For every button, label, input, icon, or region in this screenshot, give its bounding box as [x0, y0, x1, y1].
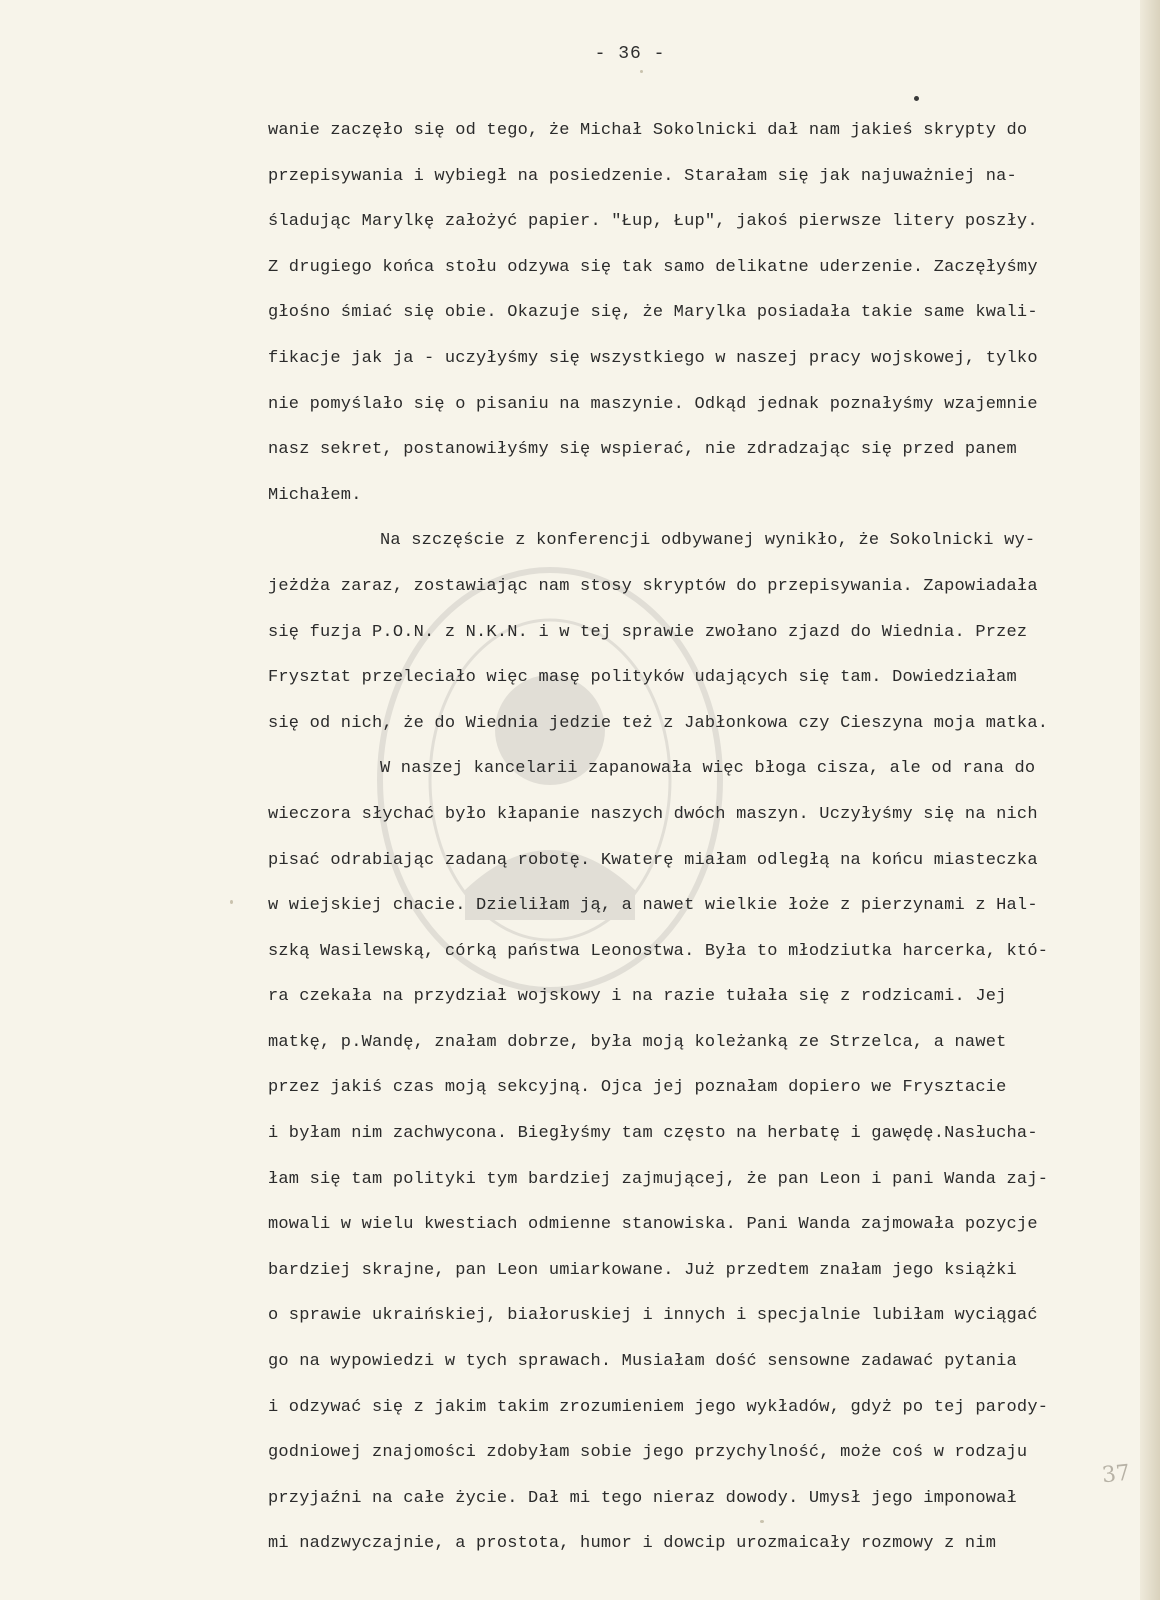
- text-line: mi nadzwyczajnie, a prostota, humor i dowcip urozmaicały rozmowy z nim: [268, 1534, 997, 1554]
- text-line: matkę, p.Wandę, znałam dobrze, była moją koleżanką ze Strzelca, a nawet: [268, 1032, 1007, 1052]
- text-line: Z drugiego końca stołu odzywa się tak samo delikatne uderzenie. Zaczęłyśmy: [268, 257, 1038, 277]
- paragraph-start-line: W naszej kancelarii zapanowała więc błoga cisza, ale od rana do: [380, 759, 1036, 779]
- ink-dot: [914, 96, 919, 101]
- text-line: go na wypowiedzi w tych sprawach. Musiałam dość sensowne zadawać pytania: [268, 1352, 1017, 1372]
- typed-text-body: [268, 108, 1128, 1567]
- text-line: bardziej skrajne, pan Leon umiarkowane. Już przedtem znałam jego książki: [268, 1260, 1017, 1280]
- text-line: o sprawie ukraińskiej, białoruskiej i innych i specjalnie lubiłam wyciągać: [268, 1306, 1038, 1326]
- text-line: się od nich, że do Wiednia jedzie też z Jabłonkowa czy Cieszyna moja matka.: [268, 713, 1049, 733]
- text-line: się fuzja P.O.N. z N.K.N. i w tej sprawie zwołano zjazd do Wiednia. Przez: [268, 622, 1028, 642]
- paper-speck: [230, 900, 233, 904]
- text-line: szką Wasilewską, córką państwa Leonostwa. Była to młodziutka harcerka, któ-: [268, 941, 1049, 961]
- text-line: głośno śmiać się obie. Okazuje się, że Marylka posiadała takie same kwali-: [268, 303, 1038, 323]
- text-line: łam się tam polityki tym bardziej zajmującej, że pan Leon i pani Wanda zaj-: [268, 1169, 1049, 1189]
- text-line: fikacje jak ja - uczyłyśmy się wszystkiego w naszej pracy wojskowej, tylko: [268, 348, 1038, 368]
- text-line: pisać odrabiając zadaną robotę. Kwaterę miałam odległą na końcu miasteczka: [268, 850, 1038, 870]
- text-line: wieczora słychać było kłapanie naszych dwóch maszyn. Uczyłyśmy się na nich: [268, 804, 1038, 824]
- text-line: ra czekała na przydział wojskowy i na razie tułała się z rodzicami. Jej: [268, 987, 1007, 1007]
- text-line: mowali w wielu kwestiach odmienne stanowiska. Pani Wanda zajmowała pozycje: [268, 1215, 1038, 1235]
- text-line: przepisywania i wybiegł na posiedzenie. Starałam się jak najuważniej na-: [268, 166, 1017, 186]
- text-line: wanie zaczęło się od tego, że Michał Sokolnicki dał nam jakieś skrypty do: [268, 121, 1028, 140]
- paper-edge: [1140, 0, 1160, 1600]
- paper-speck: [640, 70, 643, 73]
- page-number: - 36 -: [594, 44, 666, 64]
- text-line: przyjaźni na całe życie. Dał mi tego nieraz dowody. Umysł jego imponował: [268, 1488, 1017, 1508]
- text-line: w wiejskiej chacie. Dzieliłam ją, a nawet wielkie łoże z pierzynami z Hal-: [268, 896, 1038, 916]
- text-line: nasz sekret, postanowiłyśmy się wspierać, nie zdradzając się przed panem: [268, 440, 1017, 460]
- text-line: i odzywać się z jakim takim zrozumieniem jego wykładów, gdyż po tej parody-: [268, 1397, 1049, 1417]
- paragraph-start-line: Na szczęście z konferencji odbywanej wynikło, że Sokolnicki wy-: [380, 531, 1036, 551]
- text-line: przez jakiś czas moją sekcyjną. Ojca jej poznałam dopiero we Frysztacie: [268, 1078, 1007, 1098]
- text-line: i byłam nim zachwycona. Biegłyśmy tam często na herbatę i gawędę.Nasłucha-: [268, 1124, 1038, 1144]
- text-line: Michałem.: [268, 485, 362, 505]
- text-line: nie pomyślało się o pisaniu na maszynie. Odkąd jednak poznałyśmy wzajemnie: [268, 394, 1038, 414]
- text-line: śladując Marylkę założyć papier. "Łup, Łup", jakoś pierwsze litery poszły.: [268, 212, 1038, 232]
- paper-speck: [760, 1520, 764, 1523]
- text-line: godniowej znajomości zdobyłam sobie jego przychylność, może coś w rodzaju: [268, 1443, 1028, 1463]
- text-line: jeżdża zaraz, zostawiając nam stosy skryptów do przepisywania. Zapowiadała: [268, 576, 1038, 596]
- text-line: Frysztat przeleciało więc masę polityków udających się tam. Dowiedziałam: [268, 668, 1017, 688]
- pencil-margin-note: 37: [1100, 1460, 1132, 1489]
